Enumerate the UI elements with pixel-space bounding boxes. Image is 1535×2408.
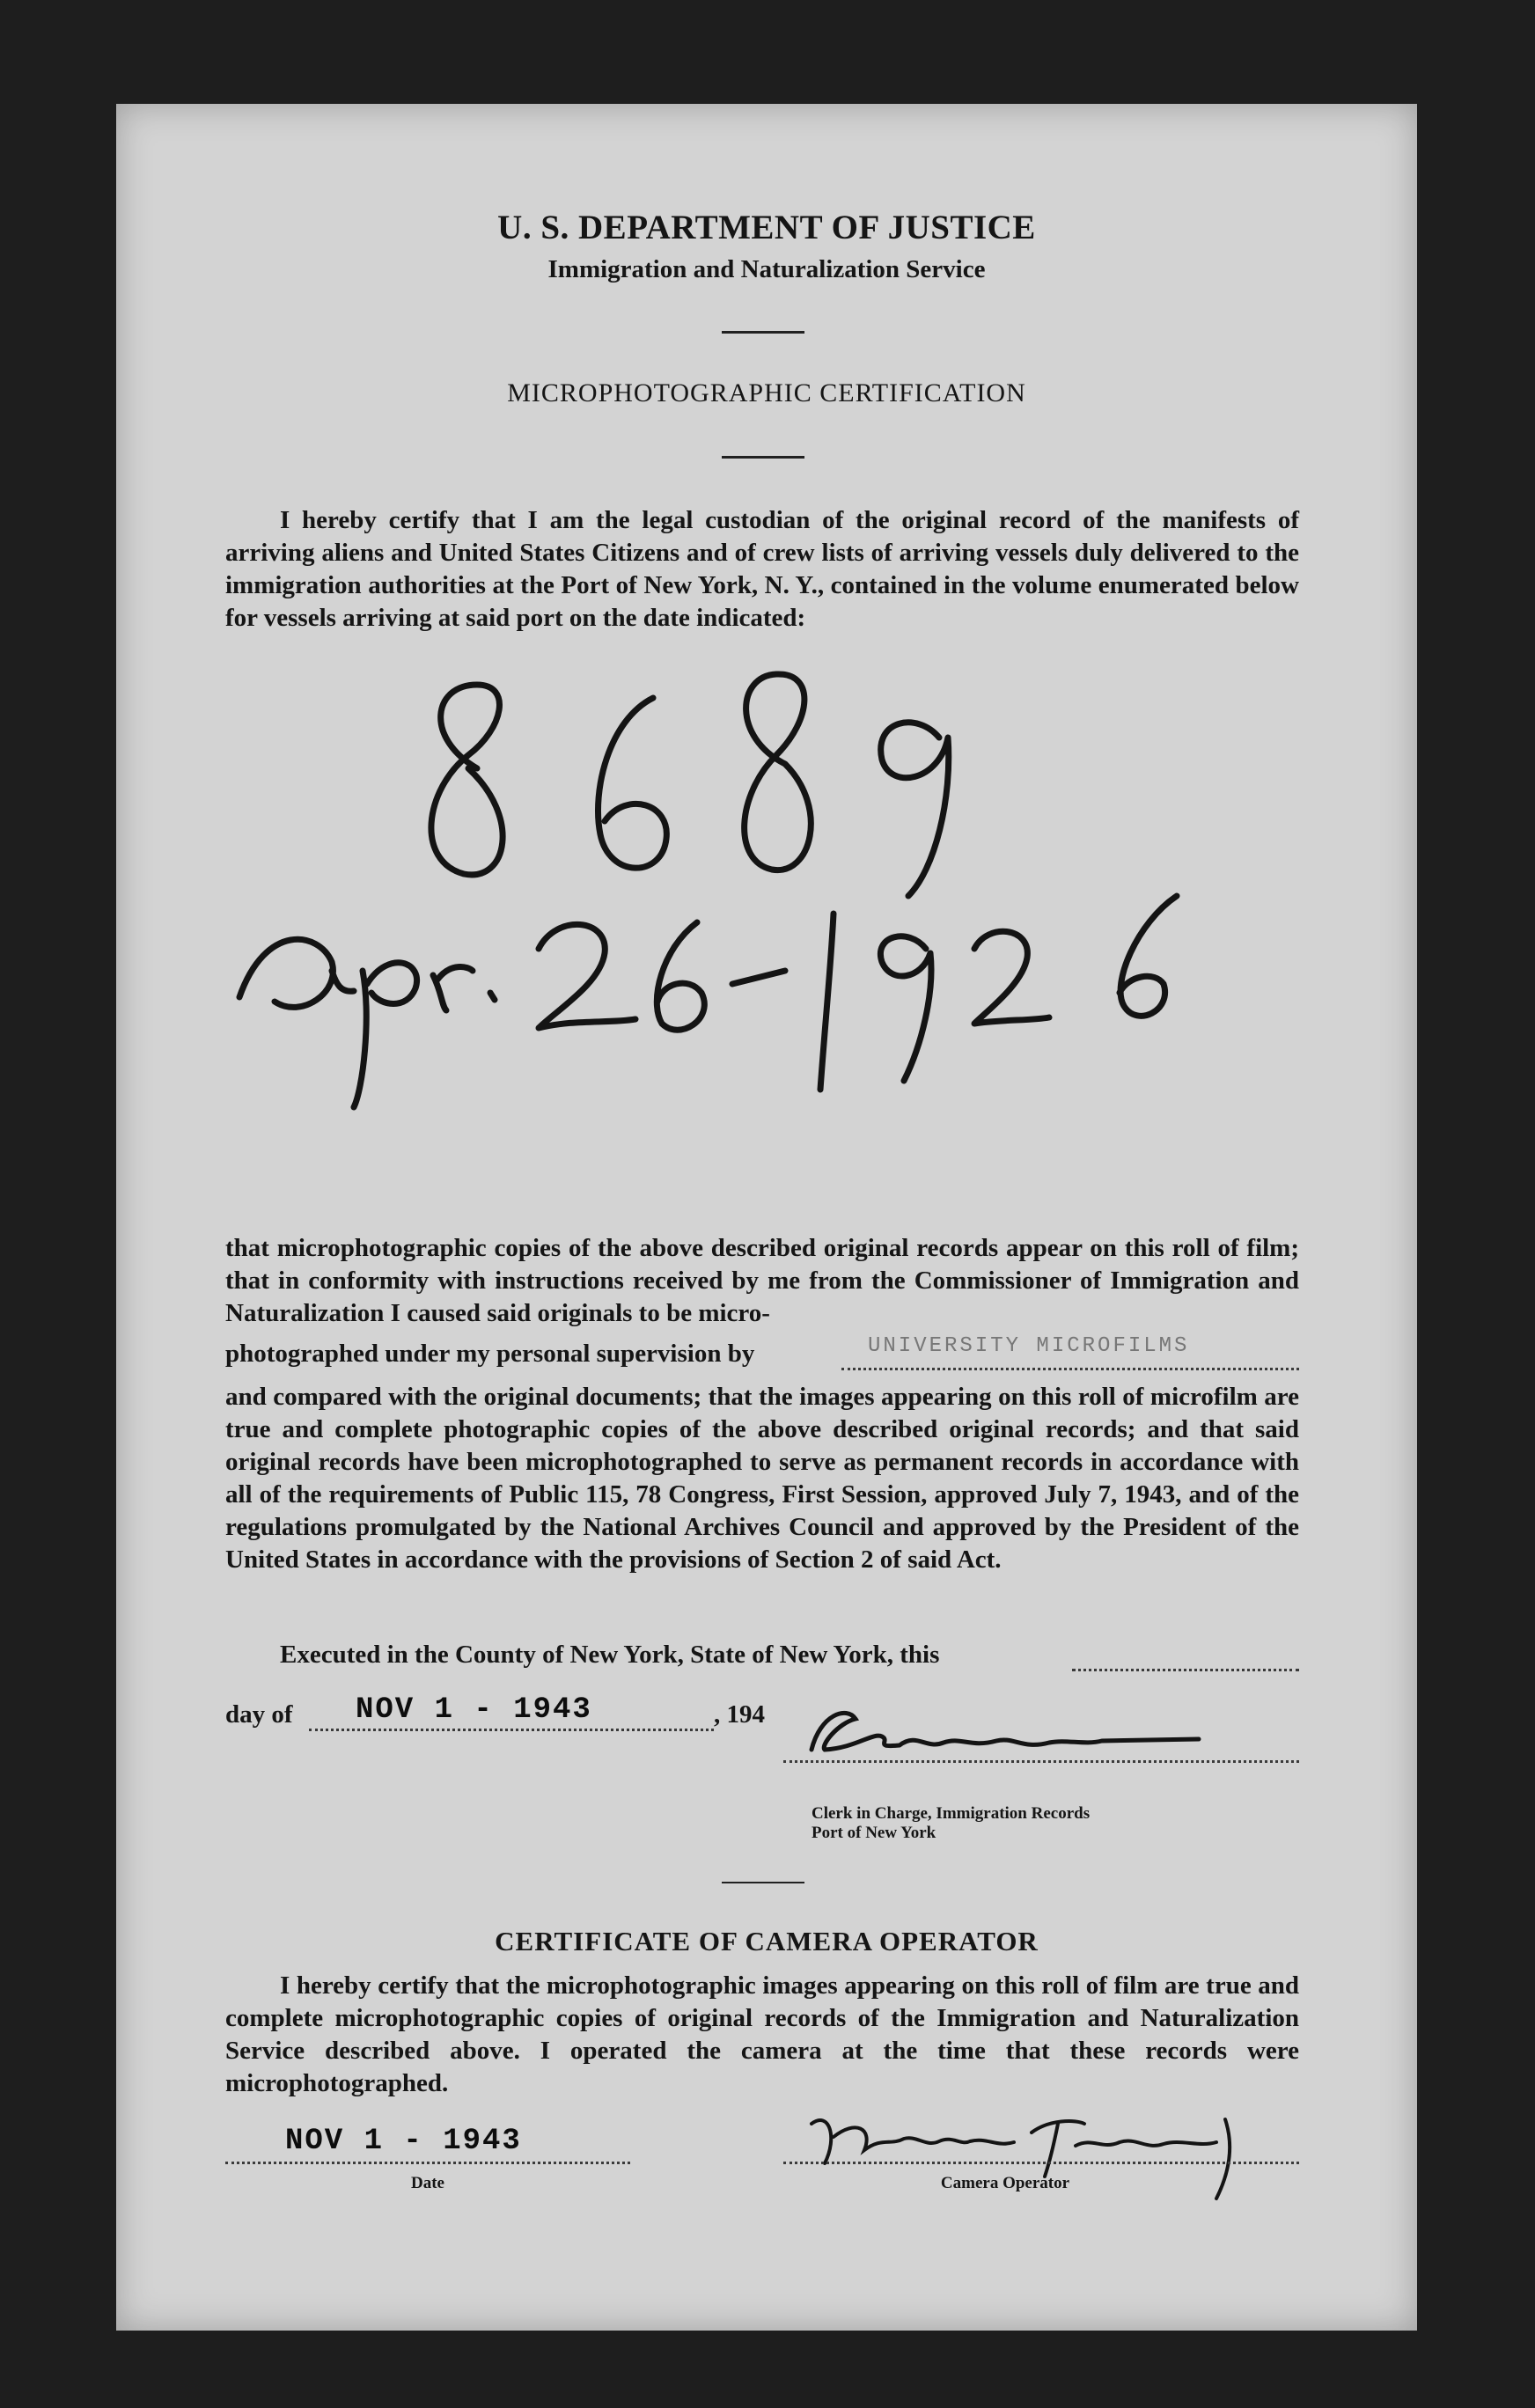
camera-operator-label: Camera Operator — [940, 2174, 1070, 2192]
supervision-line — [225, 1334, 1299, 1375]
department-title: U. S. DEPARTMENT OF JUSTICE — [497, 209, 1036, 246]
certificate-page — [116, 104, 1417, 2331]
year-suffix: , 194 — [714, 1700, 765, 1729]
camera-date-stamp: NOV 1 - 1943 — [285, 2125, 522, 2158]
camera-date-label: Date — [411, 2174, 444, 2192]
camera-operator-signature-line — [783, 2160, 1299, 2164]
intro-paragraph: I hereby certify that I am the legal custodian of the original record of the manifests of arriving aliens and United States Citizens and of crew lists of arriving vessels duly delivered to the immigration authorities at the Port of New York, N. Y., contained in the volume enumerated below for vessels arriving at said port on the date indicated: — [225, 506, 1299, 632]
execution-date-stamp: NOV 1 - 1943 — [356, 1693, 592, 1727]
clerk-signature-line — [783, 1758, 1299, 1763]
clerk-label-line1: Clerk in Charge, Immigration Records — [812, 1804, 1091, 1823]
day-of-line — [225, 1693, 859, 1736]
execution-text: Executed in the County of New York, State of New York, this — [280, 1641, 940, 1669]
certificate-heading: MICROPHOTOGRAPHIC CERTIFICATION — [507, 378, 1026, 407]
body-paragraph-1: that microphotographic copies of the above described original records appear on this roll of film; that in conformity with instructions received by me from the Commissioner of Immigration and Naturalization I caused said originals to be micro- — [225, 1234, 1299, 1327]
body-paragraph-2: and compared with the original documents; that the images appearing on this roll of microfilm are true and complete photographic copies of the above described original records; and that said original records have been microphotographed to serve as permanent records in accordance with all of the requirements of Public 115, 78 Congress, First Session, approved July 7, 1943, and of the regulations promulgated by the National Archives Council and approved by the President of the United States in accordance with the provisions of Section 2 of said Act. — [225, 1383, 1299, 1574]
supervision-stamp: UNIVERSITY MICROFILMS — [868, 1334, 1190, 1358]
day-of-label: day of — [225, 1700, 293, 1729]
execution-dotted-line — [1072, 1646, 1299, 1671]
camera-operator-paragraph: I hereby certify that the microphotographic images appearing on this roll of film are true and complete microphotographic copies of original records of the Immigration and Naturalization Service described above. I operated the camera at the time that these records were microphotographed. — [225, 1971, 1299, 2097]
execution-line — [280, 1641, 1299, 1676]
camera-date-line — [225, 2160, 630, 2164]
supervision-text: photographed under my personal supervision by — [225, 1340, 755, 1368]
camera-operator-heading: CERTIFICATE OF CAMERA OPERATOR — [495, 1926, 1039, 1956]
clerk-signature — [785, 1697, 1208, 1776]
clerk-label-line2: Port of New York — [812, 1824, 936, 1842]
handwritten-volume-and-date — [116, 104, 1417, 1248]
divider-bottom — [722, 1882, 804, 1883]
service-subtitle: Immigration and Naturalization Service — [547, 255, 986, 283]
